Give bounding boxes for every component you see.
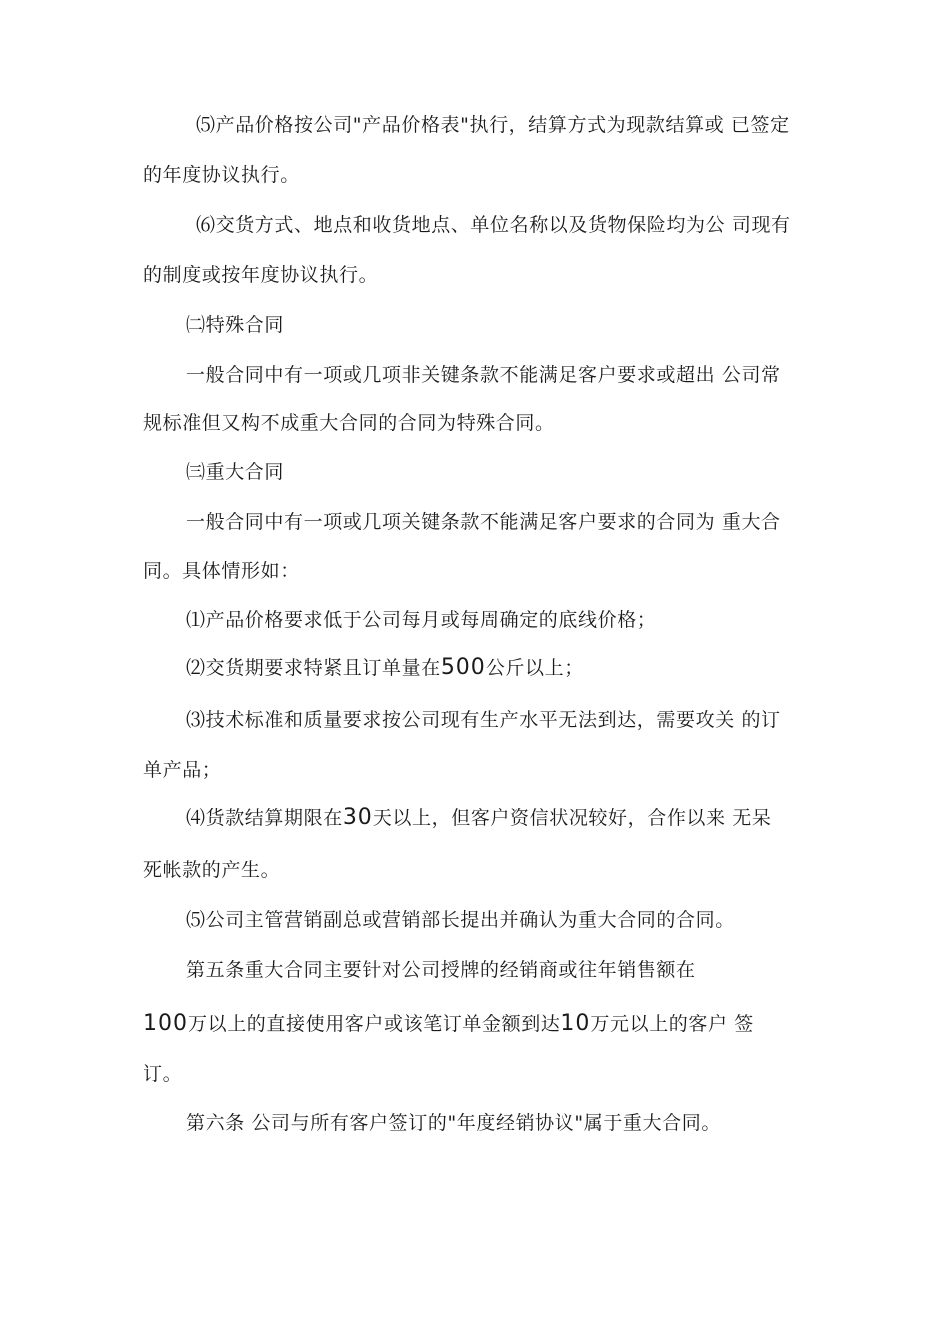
paragraph-line: 的年度协议执行。 xyxy=(143,164,300,186)
list-item-text: ⑵交货期要求特紧且订单量在 xyxy=(186,657,441,679)
list-item-text: 公斤以上； xyxy=(485,657,584,679)
section-heading: ㈢重大合同 xyxy=(186,461,285,483)
paragraph-text: 万以上的直接使用客户或该笔订单金额到达 xyxy=(188,1013,561,1035)
paragraph-line: 第六条 公司与所有客户签订的"年度经销协议"属于重大合同。 xyxy=(186,1112,721,1134)
paragraph-line: 同。具体情形如： xyxy=(143,560,300,582)
paragraph-line: ⑸产品价格按公司"产品价格表"执行，结算方式为现款结算或 已签定 xyxy=(196,114,790,136)
list-item: ⑶技术标准和质量要求按公司现有生产水平无法到达，需要攻关 的订 xyxy=(186,709,781,731)
number-text: 100 xyxy=(143,1011,188,1036)
paragraph-line: 单产品； xyxy=(143,759,222,781)
list-item-text: 天以上，但客户资信状况较好，合作以来 无呆 xyxy=(372,807,772,829)
list-item: ⑸公司主管营销副总或营销部长提出并确认为重大合同的合同。 xyxy=(186,909,735,931)
paragraph-line: ⑹交货方式、地点和收货地点、单位名称以及货物保险均为公 司现有 xyxy=(196,214,791,236)
number-text: 10 xyxy=(560,1011,591,1036)
list-item-text: ⑷货款结算期限在 xyxy=(186,807,343,829)
number-text: 30 xyxy=(342,805,373,830)
section-heading: ㈡特殊合同 xyxy=(186,314,285,336)
paragraph-line: 规标准但又构不成重大合同的合同为特殊合同。 xyxy=(143,412,555,434)
paragraph-line xyxy=(143,1011,754,1037)
list-item xyxy=(186,655,584,681)
paragraph-text: 万元以上的客户 签 xyxy=(590,1013,754,1035)
paragraph-line: 一般合同中有一项或几项关键条款不能满足客户要求的合同为 重大合 xyxy=(186,511,781,533)
paragraph-line: 死帐款的产生。 xyxy=(143,859,281,881)
list-item xyxy=(186,805,771,831)
number-text: 500 xyxy=(440,655,486,680)
list-item: ⑴产品价格要求低于公司每月或每周确定的底线价格； xyxy=(186,609,657,631)
paragraph-line: 订。 xyxy=(143,1063,183,1085)
paragraph-line: 一般合同中有一项或几项非关键条款不能满足客户要求或超出 公司常 xyxy=(186,364,781,386)
paragraph-line: 的制度或按年度协议执行。 xyxy=(143,264,379,286)
paragraph-line: 第五条重大合同主要针对公司授牌的经销商或往年销售额在 xyxy=(186,959,696,981)
